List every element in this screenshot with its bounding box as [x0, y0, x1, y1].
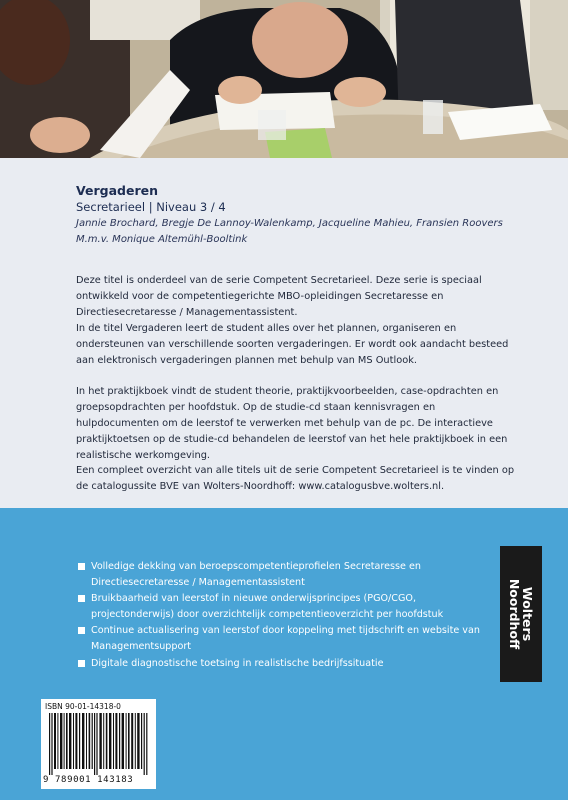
- publisher-logo-text: [508, 579, 534, 649]
- authors-line: Jannie Brochard, Bregje De Lannoy-Walenkamp, Jacqueline Mahieu, Fransien Roovers: [76, 218, 503, 229]
- square-bullet-icon: [78, 563, 85, 570]
- feature-item: [78, 591, 488, 622]
- feature-item: [78, 559, 488, 590]
- feature-item: [78, 623, 488, 654]
- logo-line-wolters: Wolters: [520, 586, 535, 642]
- description-paragraph: Een compleet overzicht van alle titels uit de serie Competent Secretarieel is te vinden op de catalogussite BVE van Wolters-Noordhoff: www.catalogusbve.wolters.nl.: [76, 465, 515, 492]
- cover-photo: [0, 0, 568, 158]
- meeting-photo-illustration: [0, 0, 568, 158]
- square-bullet-icon: [78, 595, 85, 602]
- book-title: Vergaderen: [76, 183, 158, 198]
- barcode-digits: 9 789001 143183: [43, 775, 134, 785]
- feature-list: [78, 559, 488, 672]
- feature-text: Continue actualisering van leerstof door koppeling met tijdschrift en website van Managementsupport: [91, 625, 480, 652]
- description-paragraph: In het praktijkboek vindt de student theorie, praktijkvoorbeelden, case-opdrachten en groepsopdrachten per hoofdstuk. Op de studie-cd staan kennisvragen en hulpdocumenten om de leerstof te verwerken met behulp van de pc. De interactieve praktijktoetsen op de studie-cd behandelen de leerstof van het hele praktijkboek in een realistische werkomgeving.: [76, 386, 508, 461]
- square-bullet-icon: [78, 627, 85, 634]
- barcode-icon: [49, 713, 148, 775]
- series-level: Secretarieel | Niveau 3 / 4: [76, 200, 226, 214]
- feature-text: Bruikbaarheid van leerstof in nieuwe onderwijsprincipes (PGO/CGO, projectonderwijs) door overzichtelijk competentieoverzicht per hoofdstuk: [91, 593, 444, 620]
- feature-text: Volledige dekking van beroepscompetentieprofielen Secretaresse en Directiesecretaresse / Managementassistent: [91, 561, 421, 588]
- feature-item: [78, 656, 488, 672]
- isbn-text: ISBN 90-01-14318-0: [45, 702, 121, 711]
- author-credits: [76, 216, 503, 248]
- contributors-line: M.m.v. Monique Altemühl-Booltink: [76, 234, 248, 245]
- logo-line-noordhoff: Noordhoff: [507, 578, 522, 650]
- description-paragraph: In de titel Vergaderen leert de student alles over het plannen, organiseren en ondersteunen van verschillende soorten vergaderingen. Er wordt ook aandacht besteed aan elektronisch vergaderingen plannen met behulp van MS Outlook.: [76, 323, 509, 366]
- feature-text: Digitale diagnostische toetsing in realistische bedrijfssituatie: [91, 657, 384, 669]
- square-bullet-icon: [78, 660, 85, 667]
- barcode-label: [41, 699, 156, 789]
- description-paragraph: Deze titel is onderdeel van de serie Competent Secretarieel. Deze serie is speciaal ontwikkeld voor de competentiegerichte MBO-opleidingen Secretaresse en Directiesecretaresse / Managementassistent.: [76, 275, 482, 318]
